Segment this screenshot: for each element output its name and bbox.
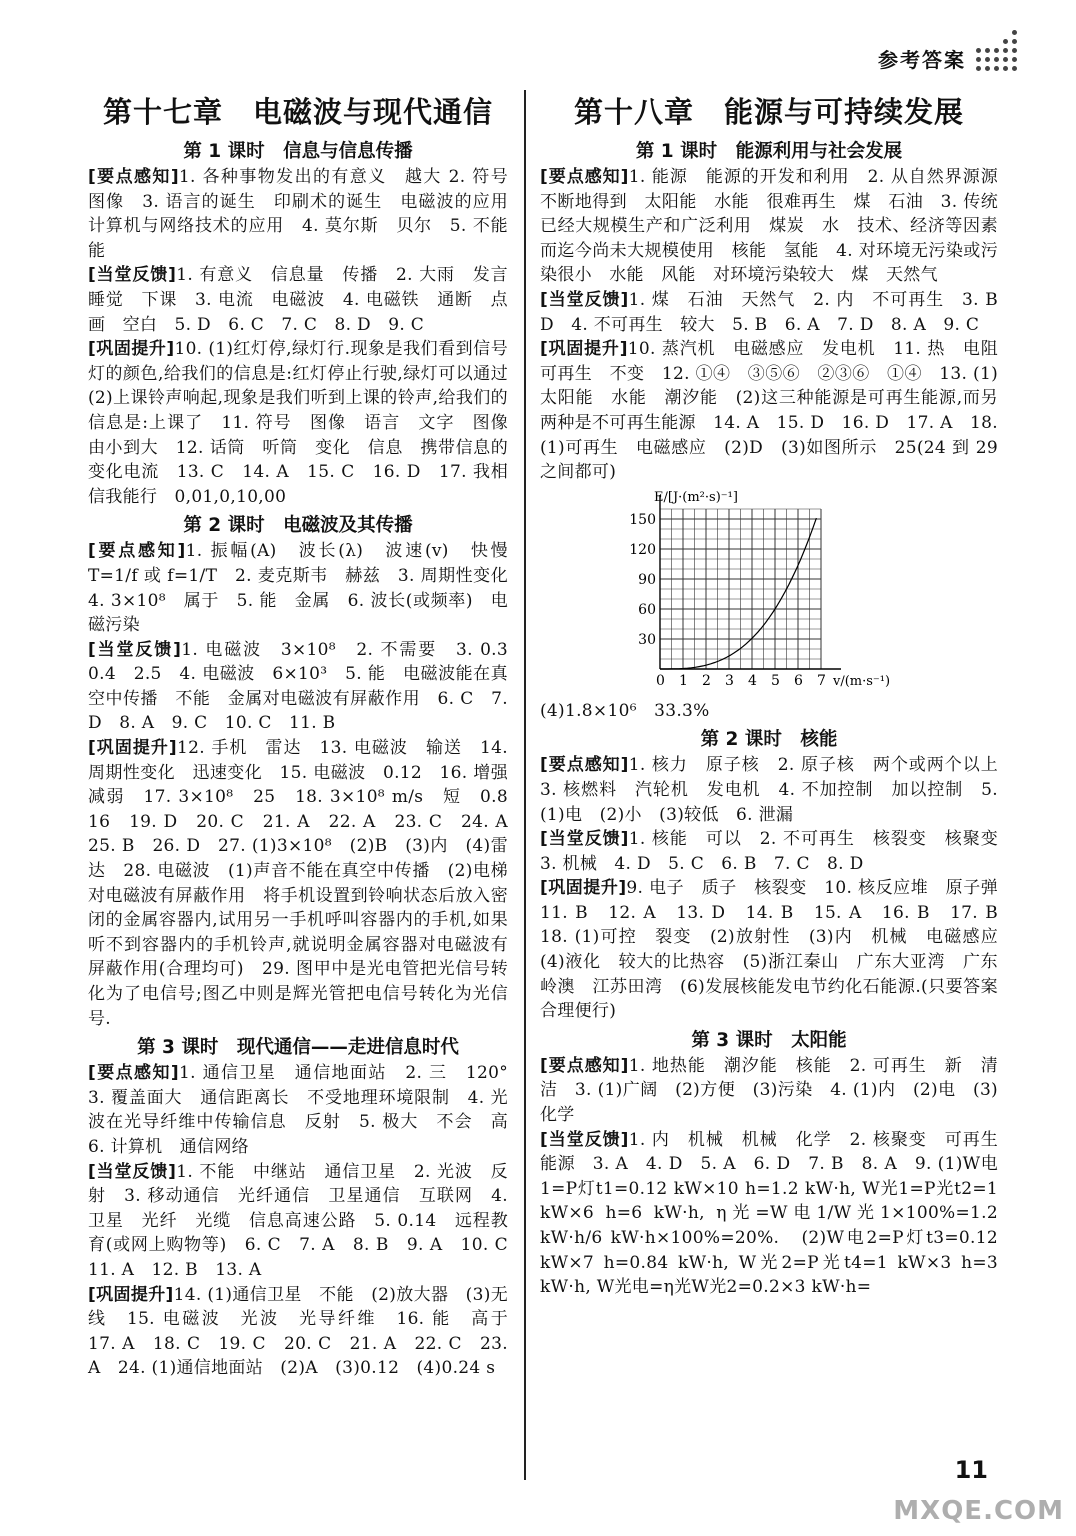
answer-paragraph [88,263,526,337]
x-tick-label: 7 [817,672,826,689]
y-axis-label: E/[J·(m²·s)⁻¹] [654,489,738,505]
x-tick-label: 4 [748,672,757,689]
answer-text: 10. (1)红灯停,绿灯行.现象是我们看到信号灯的颜色,给我们的信息是:红灯停止行驶,绿灯可以通过 (2)上课铃声响起,现象是我们听到上课的铃声,给我们的信息是:上课了 11. 符号 图像 语言 文字 图像 由小到大 12. 话筒 听筒 变化 信息 携带信息的变化电流 13. C 14. A 15. C 16. D 17. 我相信我能行 0,01,0,10,00 [88,339,526,507]
y-tick-label: 30 [638,631,656,648]
section-tag: [巩固提升] [88,738,177,759]
section-tag: [当堂反馈] [88,639,182,660]
answer-text: 1. 能源 能源的开发和利用 2. 从自然界源源不断地得到 太阳能 水能 很难再生 煤 石油 3. 传统 已经大规模生产和广泛利用 煤炭 水 技术、经济等因素而迄今尚未大规模使用 核能 氢能 4. 对环境无污染或污染很小 水能 风能 对环境污染较大 煤 天然气 [540,167,1016,286]
answer-text: 1. 通信卫星 通信地面站 2. 三 120° 3. 覆盖面大 通信距离长 不受地理环境限制 4. 光波在光导纤维中传输信息 反射 5. 极大 不会 高 6. 计算机 通信网络 [88,1063,526,1157]
answer-paragraph [88,638,526,736]
graph-svg [540,489,998,697]
chapter-18-title: 第十八章 能源与可持续发展 [573,95,964,129]
right-column [540,90,1016,1300]
section-tag: [当堂反馈] [540,829,629,850]
answer-text: 12. 手机 雷达 13. 电磁波 输送 14. 周期性变化 迅速变化 15. 电磁波 0.12 16. 增强 减弱 17. 3×10⁸ 25 18. 3×10⁸ m/s 短 0.8 16 19. D 20. C 21. A 22. A 23. C 24. A 25. B 26. D 27. (1)3×10⁸ (2)B (3)内 (4)雷达 28. 电磁波 (1)声音不能在真空中传播 (2)电梯对电磁波有屏蔽作用 将手机设置到铃响状态后放入密闭的金属容器内,试用另一手机呼叫容器内的手机,如果听不到容器内的手机铃声,就说明金属容器对电磁波有屏蔽作用(合理均可) 29. 图甲中是光电管把光信号转化为了电信号;图乙中则是辉光管把电信号转化为光信号. [88,738,526,1029]
answer-text: 1. 不能 中继站 通信卫星 2. 光波 反射 3. 移动通信 光纤通信 卫星通信 互联网 4. 卫星 光纤 光缆 信息高速公路 5. 0.14 远程教育(或网上购物等) 6. C 7. A 8. B 9. A 10. C 11. A 12. B 13. A [88,1161,526,1280]
section-tag: [要点感知] [88,1063,179,1084]
answer-paragraph [540,337,1016,485]
answer-paragraph [88,165,526,263]
section-tag: [巩固提升] [88,1284,174,1305]
x-tick-label: 1 [679,672,688,689]
answer-text: (4)1.8×10⁶ 33.3% [540,700,710,721]
lesson-title: 第 3 课时 现代通信——走进信息时代 [137,1037,459,1059]
y-tick-label: 60 [638,601,656,618]
section-tag: [要点感知] [540,755,629,776]
answer-text: 9. 电子 质子 核裂变 10. 核反应堆 原子弹 11. B 12. A 13. D 14. B 15. A 16. B 17. B 18. (1)可控 裂变 (2)放射性 (3)内 机械 电磁感应 (4)液化 较大的比热容 (5)浙江秦山 广东大亚湾 广东岭澳 江苏田湾 (6)发展核能发电节约化石能源.(只要答案合理便行) [540,878,1016,1022]
x-tick-label: 6 [794,672,803,689]
section-tag: [当堂反馈] [88,265,177,286]
answer-paragraph [540,699,998,724]
lesson-title: 第 1 课时 能源利用与社会发展 [635,141,903,162]
section-tag: [巩固提升] [88,339,175,360]
answer-text: 10. 蒸汽机 电磁感应 发电机 11. 热 电阻 可再生 不变 12. ①④ ③⑤⑥ ②③⑥ ①④ 13. (1)太阳能 水能 潮汐能 (2)这三种能源是可再生能源,而另两种是不可再生能源 14. A 15. D 16. D 17. A 18. (1)可再生 电磁感应 (2)D (3)如图所示 25(24 到 29 之间都可) [540,339,1016,483]
lesson-title: 第 2 课时 核能 [700,729,838,751]
answer-paragraph [88,1283,526,1381]
x-axis-label: v/(m·s⁻¹) [833,673,891,689]
x-tick-label: 2 [702,672,711,689]
section-tag: [巩固提升] [540,339,628,360]
answer-paragraph [540,165,1016,288]
answer-text: 1. 煤 石油 天然气 2. 内 不可再生 3. B D 4. 不可再生 较大 5. B 6. A 7. D 8. A 9. C [540,289,1016,335]
answer-paragraph [88,539,526,637]
answer-paragraph [88,337,526,509]
y-tick-label: 90 [638,571,656,588]
section-tag: [当堂反馈] [88,1161,177,1182]
x-tick-label: 3 [725,672,734,689]
left-content [88,137,526,1381]
answer-text: 1. 核力 原子核 2. 原子核 两个或两个以上 3. 核燃料 汽轮机 发电机 4. 不加控制 加以控制 5. (1)电 (2)小 (3)较低 6. 泄漏 [540,755,1016,825]
answer-paragraph [540,1054,998,1128]
answer-paragraph [88,736,526,1031]
section-tag: [要点感知] [540,1055,629,1076]
answer-text: 1. 电磁波 3×10⁸ 2. 不需要 3. 0.3 0.4 2.5 4. 电磁波 6×10³ 5. 能 电磁波能在真空中传播 不能 金属对电磁波有屏蔽作用 6. C 7. D 8. A 9. C 10. C 11. B [88,639,526,734]
chapter-17-title: 第十七章 电磁波与现代通信 [102,95,493,129]
lesson-title: 第 1 课时 信息与信息传播 [183,141,413,162]
dot-pattern-icon [976,30,1026,72]
x-tick-label: 5 [771,672,780,689]
section-tag: [要点感知] [88,167,179,187]
lesson-title: 第 2 课时 电磁波及其传播 [183,515,413,537]
left-column [88,90,526,1381]
answer-paragraph [540,1128,998,1300]
answer-paragraph [540,753,1016,827]
answer-text: 1. 地热能 潮汐能 核能 2. 可再生 新 清洁 3. (1)广阔 (2)方便 (3)污染 4. (1)内 (2)电 (3)化学 [540,1055,998,1126]
section-tag: [要点感知] [540,167,629,187]
x-tick-label: 0 [656,672,665,689]
watermark: MXQE.COM [893,1496,1064,1526]
answer-text: 14. (1)通信卫星 不能 (2)放大器 (3)无线 15. 电磁波 光波 光导纤维 16. 能 高于 17. A 18. C 19. C 20. C 21. A 22. C 23. A 24. (1)通信地面站 (2)A (3)0.12 (4)0.24 s [88,1284,526,1379]
answer-paragraph [540,876,1016,1024]
answer-text: 1. 各种事物发出的有意义 越大 2. 符号 图像 3. 语言的诞生 印刷术的诞生 电磁波的应用 计算机与网络技术的应用 4. 莫尔斯 贝尔 5. 不能 能 [88,167,526,261]
right-content-after-graph [540,699,1016,1300]
answer-text: 1. 振幅(A) 波长(λ) 波速(v) 快慢 T=1/f 或 f=1/T 2. 麦克斯韦 赫兹 3. 周期性变化 4. 3×10⁸ 属于 5. 能 金属 6. 波长(或频率) 电磁污染 [88,541,526,636]
y-tick-label: 120 [629,541,656,558]
answer-text: 1. 核能 可以 2. 不可再生 核裂变 核聚变 3. 机械 4. D 5. C 6. B 7. C 8. D [540,829,1016,874]
section-title: 参考答案 [878,48,966,72]
lesson-title: 第 3 课时 太阳能 [691,1029,847,1051]
answer-text: 1. 有意义 信息量 传播 2. 大雨 发言 睡觉 下课 3. 电流 电磁波 4. 电磁铁 通断 点 画 空白 5. D 6. C 7. C 8. D 9. C [88,265,526,335]
answer-paragraph [88,1061,526,1159]
answer-text: 1. 内 机械 机械 化学 2. 核聚变 可再生能源 3. A 4. D 5. A 6. D 7. B 8. A 9. (1)W电1=P灯t1=0.12 kW×10 h=1.2 kW·h, W光1=P光t2=1 kW×6 h=6 kW·h, η光=W电1/W光1×100%=1.2 kW·h/6 kW·h×100%=20%. (2)W电2=P灯t3=0.12 kW×7 h=0.84 kW·h, W光2=P光t4=1 kW×3 h=3 kW·h, W光电=η光W光2=0.2×3 kW·h= [540,1129,998,1298]
right-content-before-graph [540,137,1016,485]
answer-paragraph [540,827,1016,876]
section-tag: [当堂反馈] [540,289,629,310]
answer-paragraph [88,1160,526,1283]
section-tag: [要点感知] [88,541,186,562]
answer-paragraph [540,288,1016,337]
energy-speed-graph [540,489,998,697]
section-tag: [当堂反馈] [540,1129,629,1150]
page-number: 11 [954,1456,988,1484]
y-tick-label: 150 [629,511,656,528]
section-tag: [巩固提升] [540,878,627,899]
